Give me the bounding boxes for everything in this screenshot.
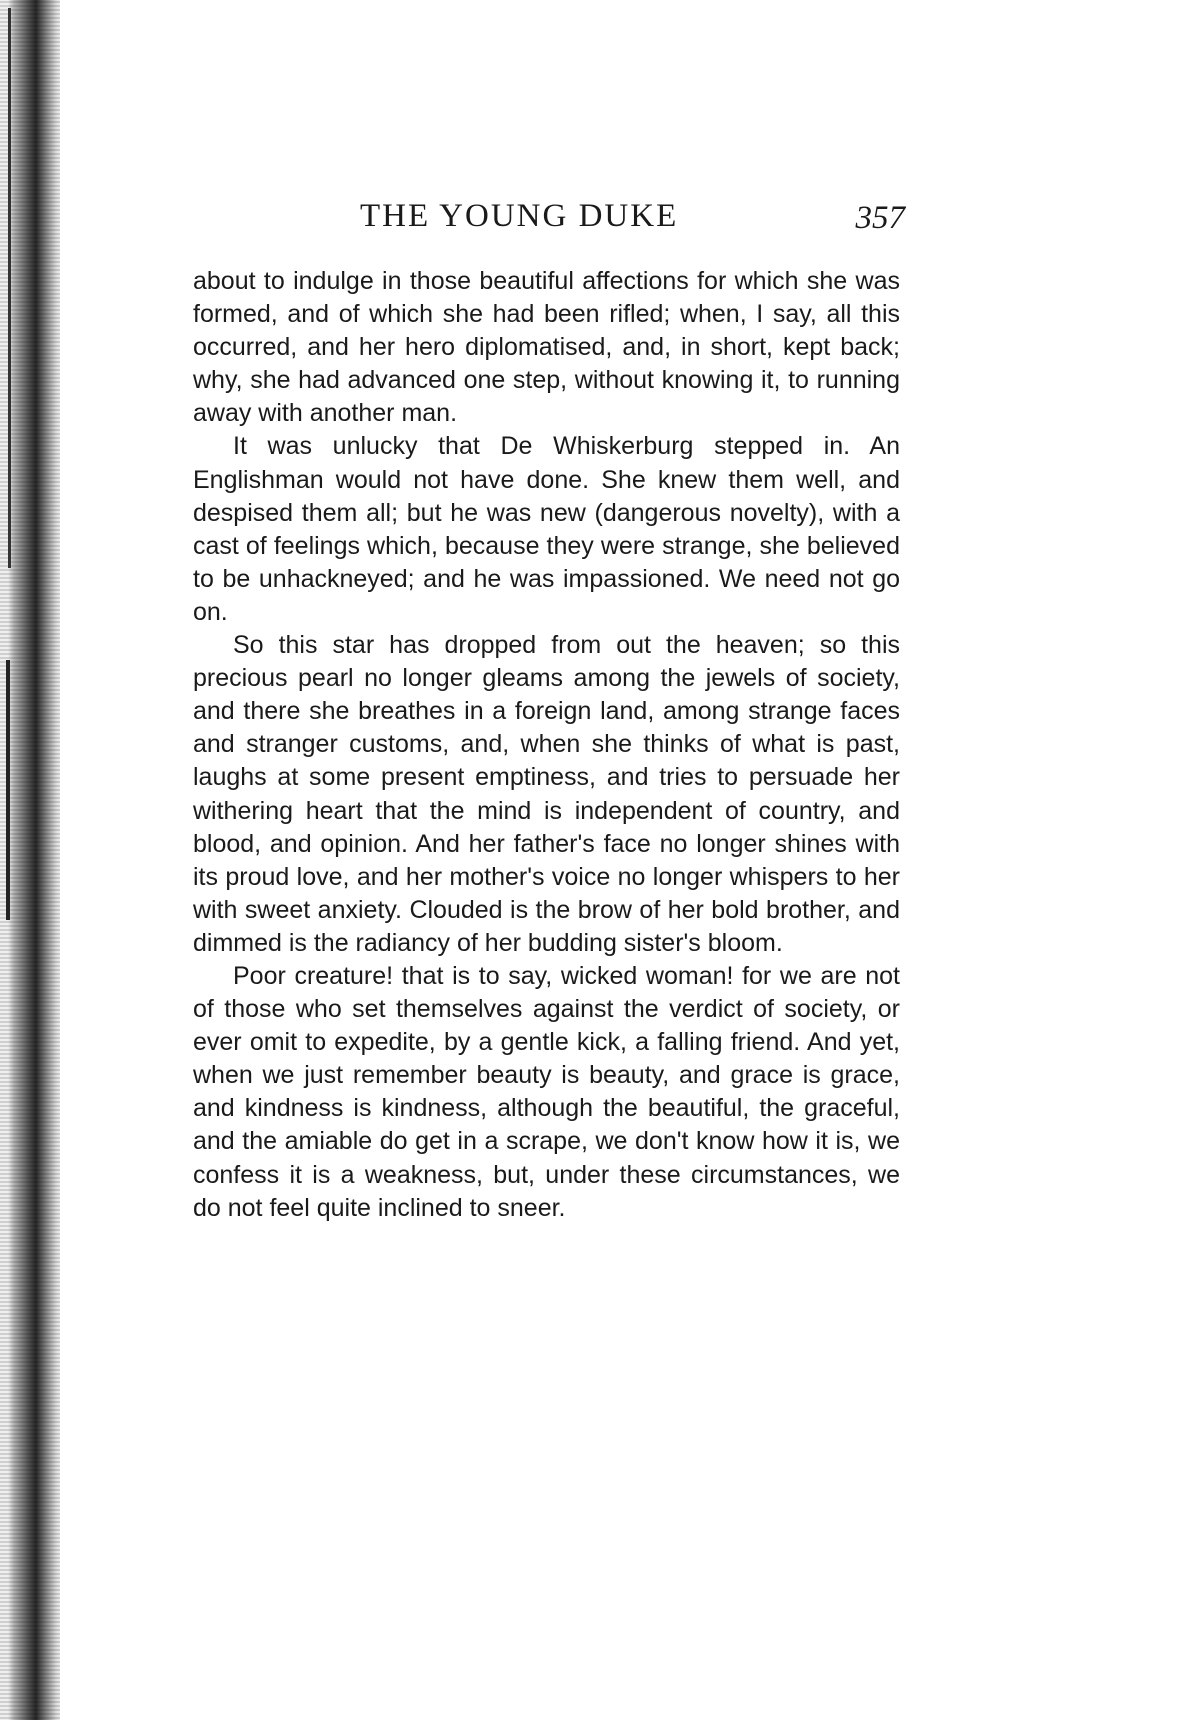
body-text <box>193 265 900 1225</box>
paragraph: It was unlucky that De Whiskerburg stepped in. An Englishman would not have done. She knew them well, and despised them all; but he was new (dangerous novelty), with a cast of feelings which, because they were strange, she believed to be unhackneyed; and he was impassioned. We need not go on. <box>193 432 900 626</box>
paragraph: So this star has dropped from out the heaven; so this precious pearl no longer gleams among the jewels of society, and there she breathes in a foreign land, among strange faces and stranger customs, and, when she thinks of what is past, laughs at some present emptiness, and tries to persuade her withering heart that the mind is independent of country, and blood, and opinion. And her father's face no longer shines with its proud love, and her mother's voice no longer whispers to her with sweet anxiety. Clouded is the brow of her bold brother, and dimmed is the radiancy of her budding sister's bloom. <box>193 631 900 957</box>
page-number: 357 <box>855 200 905 236</box>
scan-edge-line <box>6 660 10 920</box>
page-header <box>190 198 905 248</box>
paragraph: Poor creature! that is to say, wicked woman! for we are not of those who set themselves against the verdict of society, or ever omit to expedite, by a gentle kick, a falling friend. And yet, when we just remember beauty is beauty, and grace is grace, and kindness is kindness, although the beautiful, the graceful, and the amiable do get in a scrape, we don't know how it is, we confess it is a weakness, but, under these circumstances, we do not feel quite inclined to sneer. <box>193 961 900 1222</box>
scan-edge-line <box>8 8 11 568</box>
paragraph: about to indulge in those beautiful affections for which she was formed, and of which she had been rifled; when, I say, all this occurred, and her hero diplomatised, and, in short, kept back; why, she had advanced one step, without knowing it, to running away with another man. <box>193 267 900 428</box>
running-title: THE YOUNG DUKE <box>360 198 679 234</box>
